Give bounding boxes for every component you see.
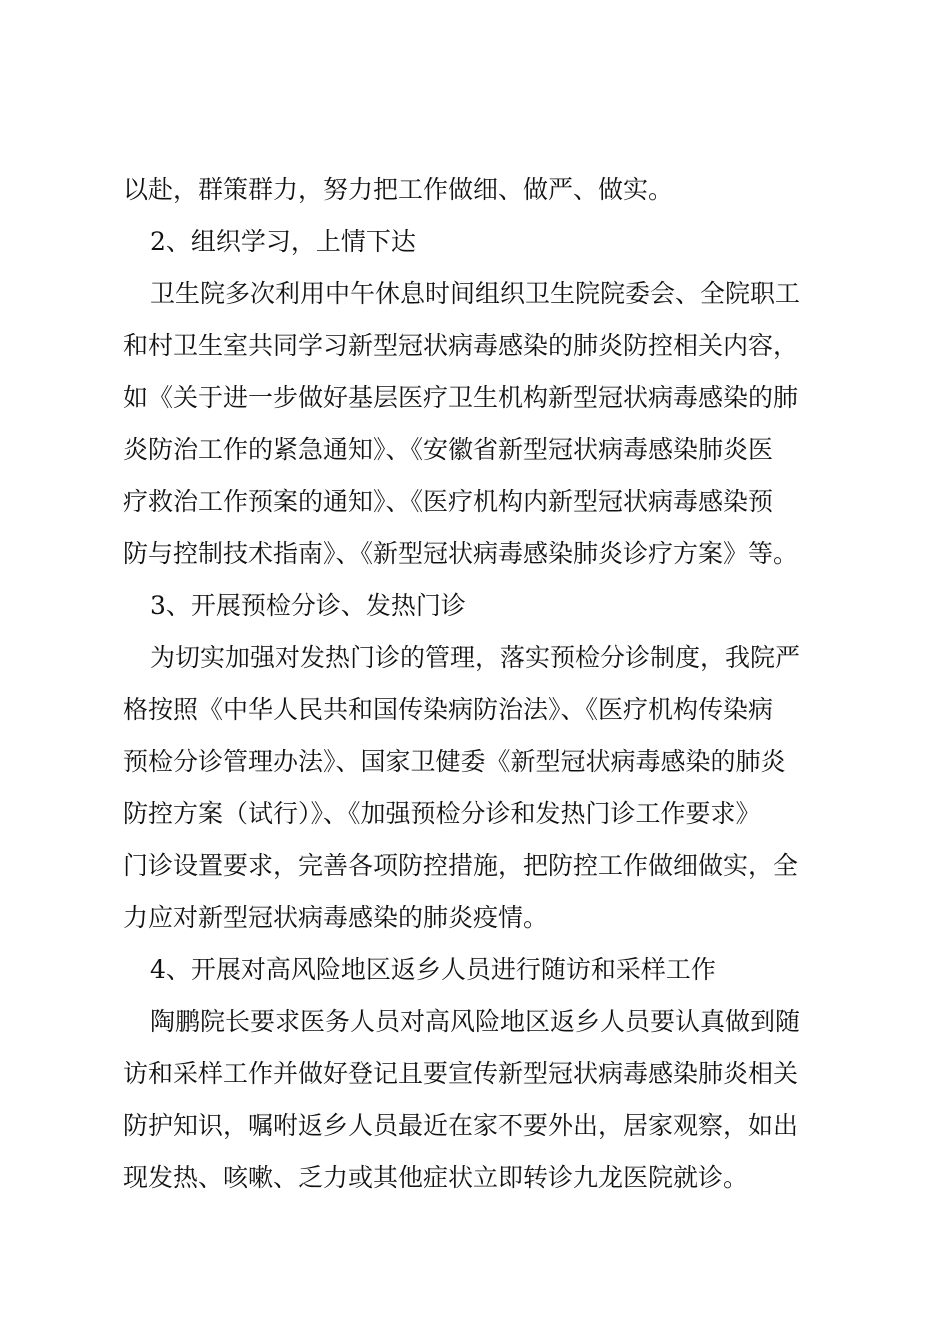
section-heading-2: 2、组织学习，上情下达 (150, 227, 416, 256)
paragraph-line: 力应对新型冠状病毒感染的肺炎疫情。 (123, 903, 549, 932)
paragraph-line: 为切实加强对发热门诊的管理，落实预检分诊制度，我院严 (150, 643, 801, 672)
paragraph-continuation-line: 以赴，群策群力，努力把工作做细、做严、做实。 (123, 175, 674, 204)
paragraph-line: 格按照《中华人民共和国传染病防治法》、《医疗机构传染病 (123, 695, 774, 724)
paragraph-line: 卫生院多次利用中午休息时间组织卫生院院委会、全院职工 (150, 279, 801, 308)
paragraph-line: 防护知识，嘱咐返乡人员最近在家不要外出，居家观察，如出 (123, 1111, 799, 1140)
paragraph-line: 现发热、咳嗽、乏力或其他症状立即转诊九龙医院就诊。 (123, 1163, 749, 1192)
paragraph-line: 炎防治工作的紧急通知》、《安徽省新型冠状病毒感染肺炎医 (123, 435, 774, 464)
paragraph-line: 和村卫生室共同学习新型冠状病毒感染的肺炎防控相关内容， (123, 331, 799, 360)
paragraph-line: 陶鹏院长要求医务人员对高风险地区返乡人员要认真做到随 (150, 1007, 801, 1036)
section-heading-4: 4、开展对高风险地区返乡人员进行随访和采样工作 (150, 955, 716, 984)
paragraph-line: 访和采样工作并做好登记且要宣传新型冠状病毒感染肺炎相关 (123, 1059, 799, 1088)
section-heading-3: 3、开展预检分诊、发热门诊 (150, 591, 466, 620)
paragraph-line: 门诊设置要求，完善各项防控措施，把防控工作做细做实，全 (123, 851, 799, 880)
paragraph-line: 防与控制技术指南》、《新型冠状病毒感染肺炎诊疗方案》等。 (123, 539, 799, 568)
paragraph-line: 疗救治工作预案的通知》、《医疗机构内新型冠状病毒感染预 (123, 487, 774, 516)
paragraph-line: 如《关于进一步做好基层医疗卫生机构新型冠状病毒感染的肺 (123, 383, 799, 412)
paragraph-line: 预检分诊管理办法》、国家卫健委《新型冠状病毒感染的肺炎 (123, 747, 786, 776)
paragraph-line: 防控方案（试行）》、《加强预检分诊和发热门诊工作要求》 (123, 799, 761, 828)
